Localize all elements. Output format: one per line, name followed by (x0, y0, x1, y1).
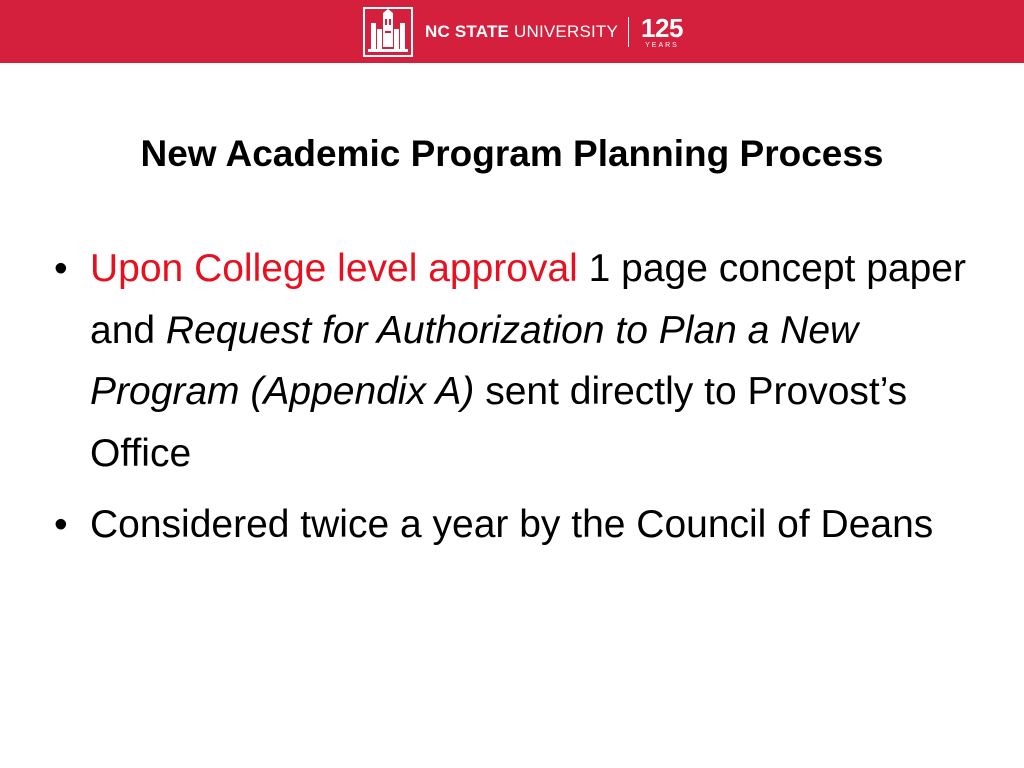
bullet-list (54, 238, 984, 566)
bullet-text: 1 page concept paper and (90, 247, 966, 352)
bullet-italic-text: Request for Authorization to Plan a New Program (Appendix A) (90, 308, 859, 413)
header-banner (0, 0, 1024, 63)
bullet-item (54, 238, 984, 484)
anniversary-number: 125 (641, 13, 683, 43)
university-name: NC STATE UNIVERSITY (425, 22, 619, 41)
nc-state-logo (363, 7, 683, 57)
logo-divider (628, 17, 629, 47)
bullet-text: sent directly to Provost’s Office (90, 370, 908, 475)
bullet-item (54, 494, 984, 556)
bullet-text: Considered twice a year by the Council of Deans (90, 503, 934, 546)
anniversary-label: YEARS (645, 42, 679, 49)
anniversary-mark (641, 15, 683, 49)
slide-title: New Academic Program Planning Process (140, 133, 884, 174)
belltower-logo-icon (363, 7, 413, 57)
bullet-highlight: Upon College level approval (90, 247, 578, 290)
